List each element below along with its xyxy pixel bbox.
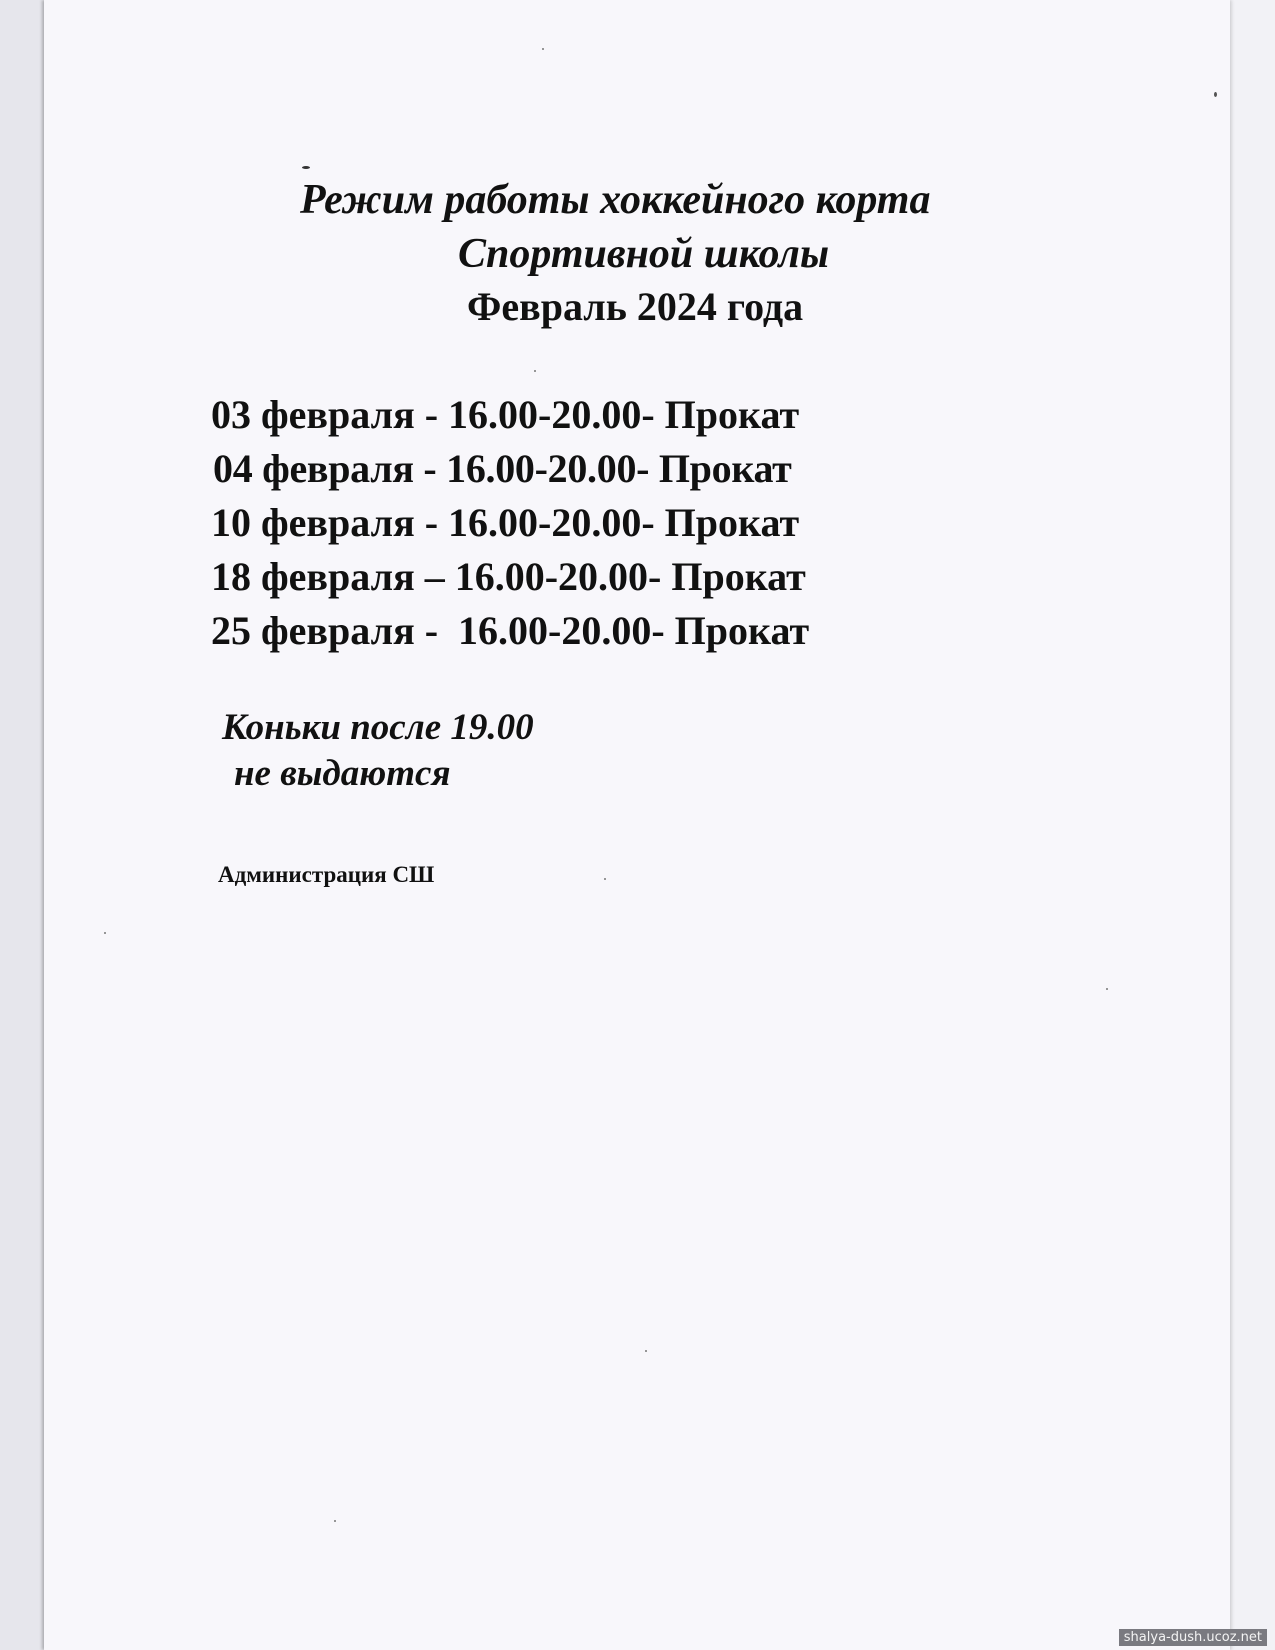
notice-month: Февраль 2024 года xyxy=(467,284,804,329)
schedule-row: 04 февраля - 16.00-20.00- Прокат xyxy=(213,446,792,491)
schedule-row: 10 февраля - 16.00-20.00- Прокат xyxy=(211,500,800,545)
notice-title: Режим работы хоккейного корта xyxy=(300,177,931,223)
schedule-row: 03 февраля - 16.00-20.00- Прокат xyxy=(211,392,800,437)
ink-speck xyxy=(104,932,106,934)
signature: Администрация СШ xyxy=(218,862,435,887)
ink-speck xyxy=(1214,92,1217,97)
ink-speck xyxy=(334,1520,336,1522)
ink-speck xyxy=(302,166,310,169)
page-background-edge xyxy=(1230,0,1275,1650)
schedule-list xyxy=(211,388,809,658)
schedule-row: 25 февраля - 16.00-20.00- Прокат xyxy=(211,608,810,653)
ink-speck xyxy=(1106,988,1108,990)
ink-speck xyxy=(645,1350,647,1352)
ink-speck xyxy=(534,370,536,372)
ink-speck xyxy=(542,48,544,50)
schedule-row: 18 февраля – 16.00-20.00- Прокат xyxy=(211,554,806,599)
ink-speck xyxy=(604,878,606,880)
skates-note-continued: не выдаются xyxy=(234,753,451,794)
notice-subtitle: Спортивной школы xyxy=(458,231,830,277)
skates-note: Коньки после 19.00 xyxy=(222,707,534,748)
watermark: shalya-dush.ucoz.net xyxy=(1119,1629,1267,1646)
